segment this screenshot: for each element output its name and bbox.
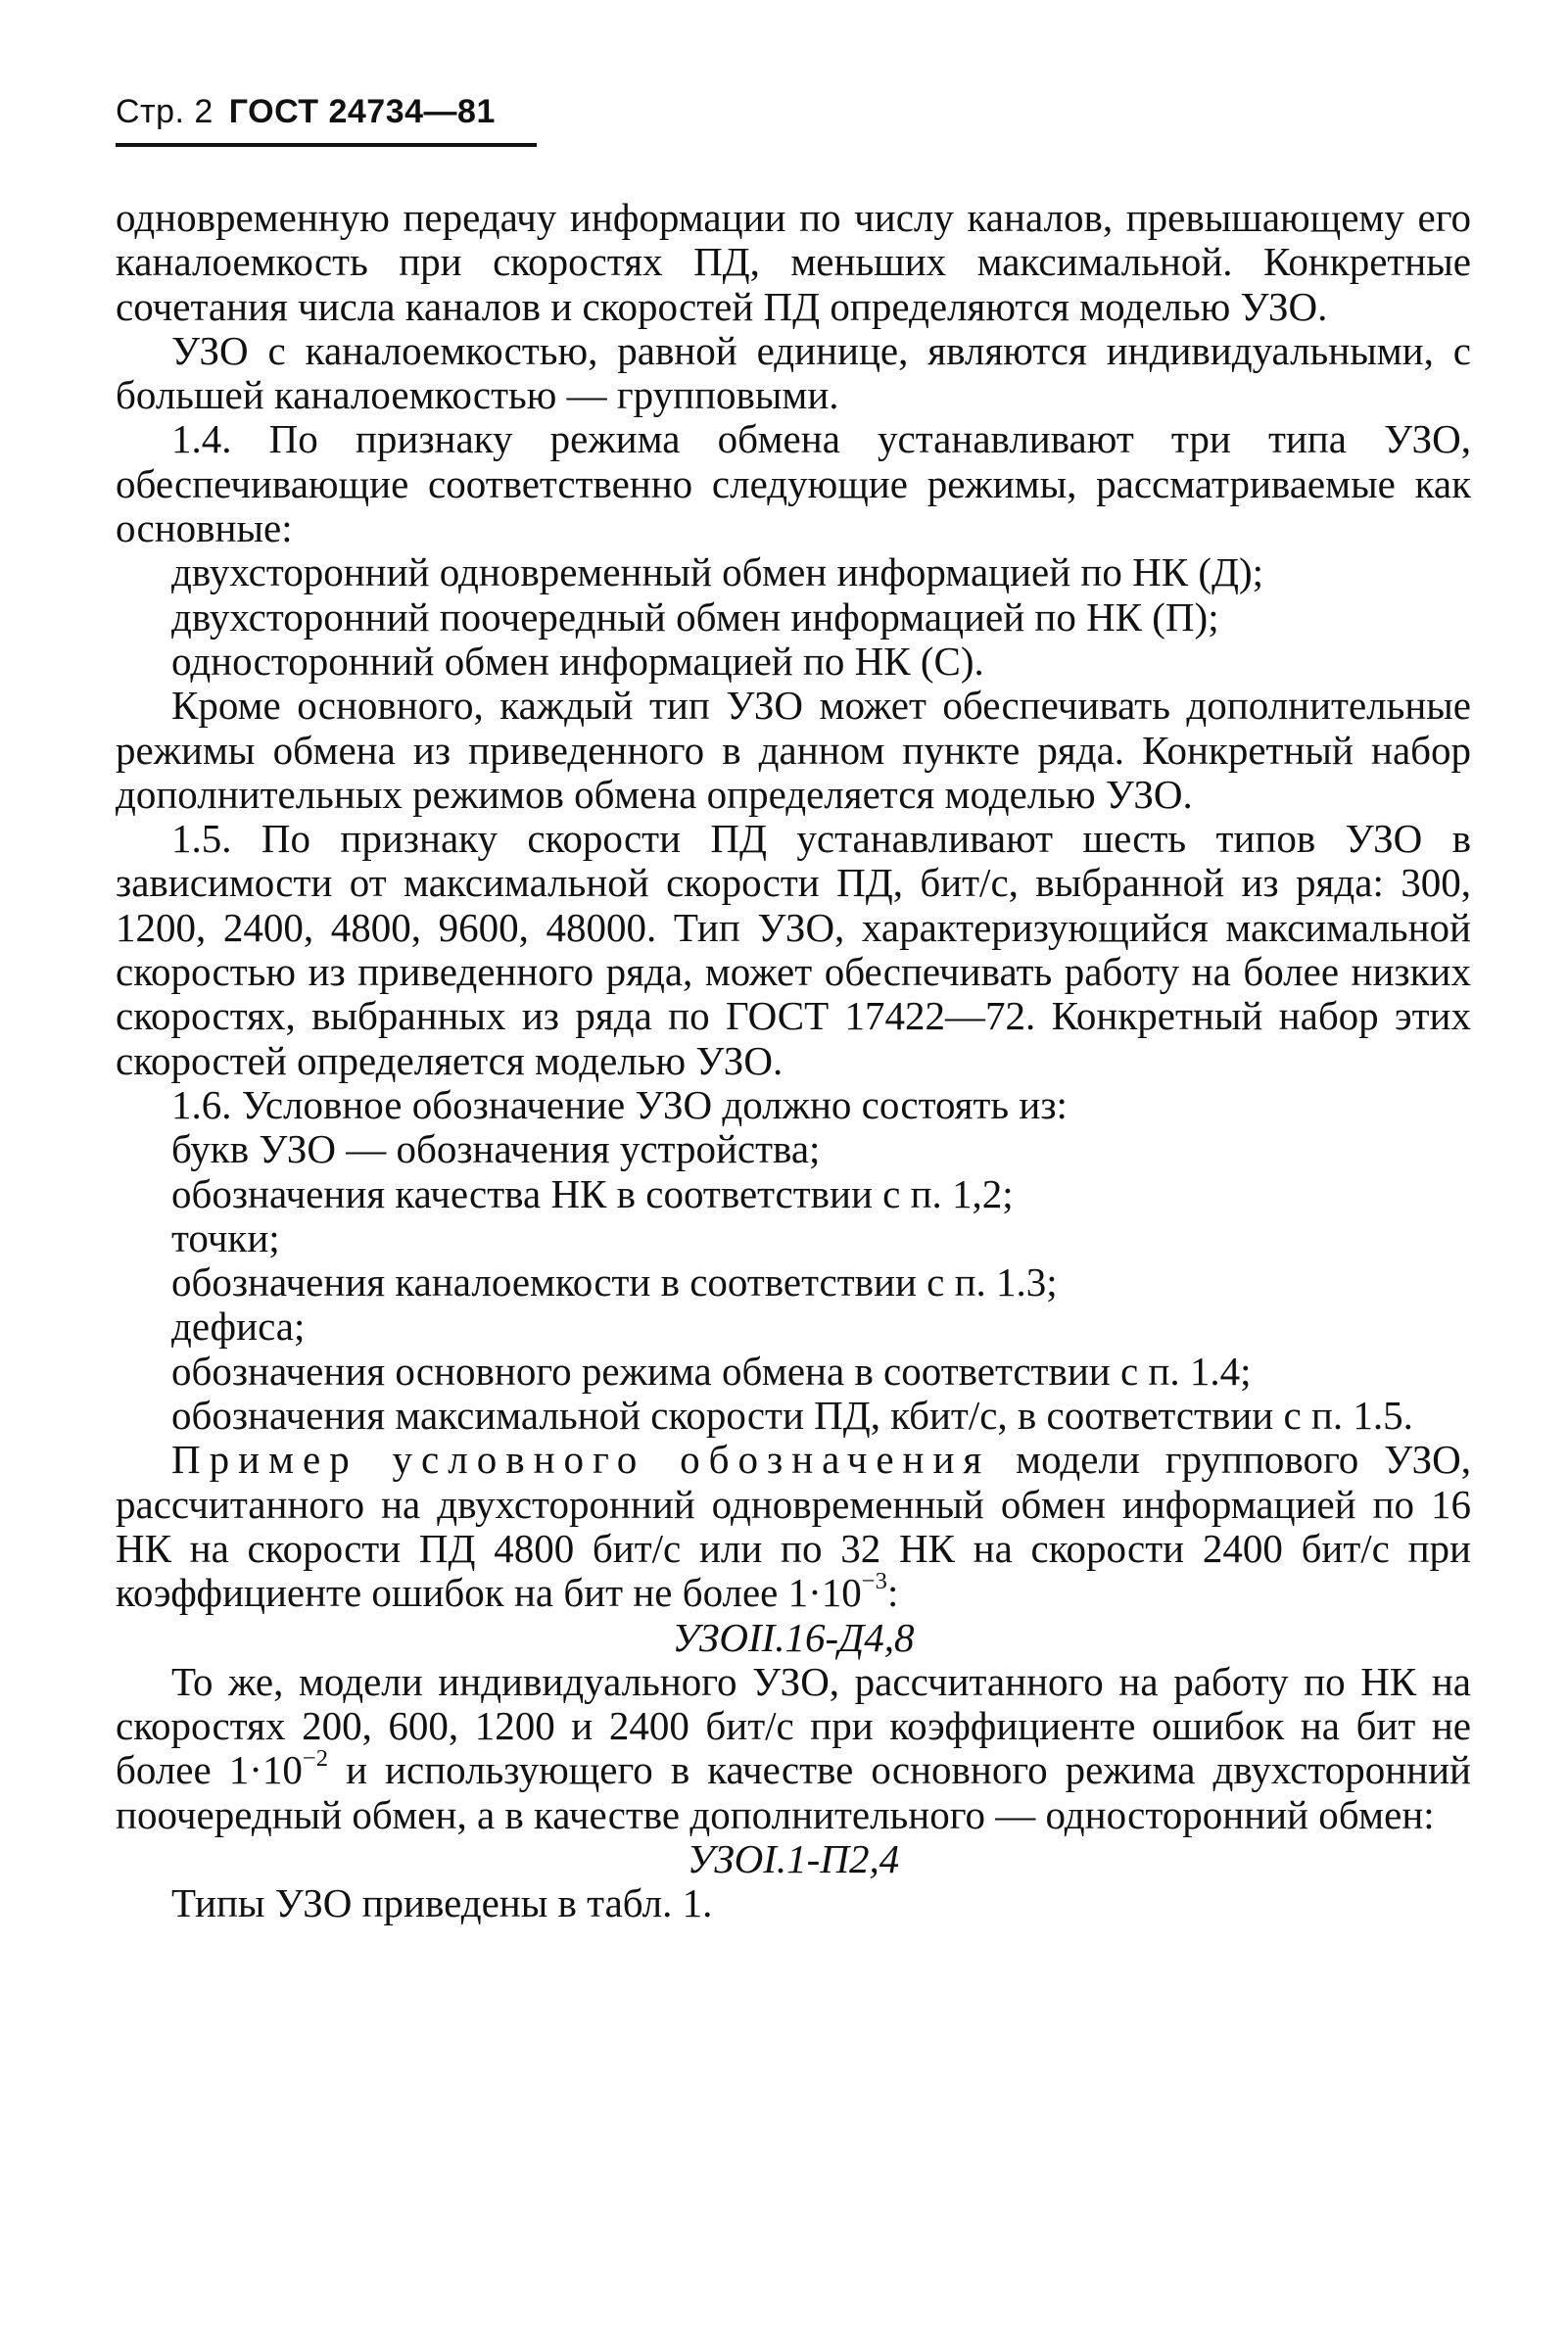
mode-item-d: двухсторонний одновременный обмен информацией по НК (Д); — [171, 549, 1263, 595]
clause-1-4: 1.4. По признаку режима обмена устанавливают три типа УЗО, обеспечивающие соответственно следующие режимы, рассматриваемые как основные: — [116, 416, 1471, 551]
mode-item-p: двухсторонний поочередный обмен информацией по НК (П); — [171, 593, 1219, 640]
designation-item-4: обозначения каналоемкости в соответствии с п. 1.3; — [171, 1259, 1058, 1305]
paragraph-additional-modes: Кроме основного, каждый тип УЗО может обеспечивать дополнительные режимы обмена из приведенного в данном пункте ряда. Конкретный набор дополнительных режимов обмена определяется моделью УЗО. — [116, 683, 1471, 817]
designation-item-5: дефиса; — [171, 1304, 306, 1350]
paragraph-channel-capacity: УЗО с каналоемкостью, равной единице, являются индивидуальными, с большей каналоемкостью — групповыми. — [116, 327, 1471, 418]
clause-1-5: 1.5. По признаку скорости ПД устанавливают шесть типов УЗО в зависимости от максимальной скорости ПД, бит/с, выбранной из ряда: 300, 1200, 2400, 4800, 9600, 48000. Тип УЗО, характеризующийся максимальной скоростью из приведенного ряда, может обеспечивать работу на более низких скоростях, выбранных из ряда по ГОСТ 17422—72. Конкретный набор этих скоростей определяется моделью УЗО. — [116, 816, 1471, 1083]
running-head — [116, 90, 537, 133]
header-rule — [116, 143, 537, 147]
designation-example-1: УЗОII.16-Д4,8 — [672, 1614, 915, 1660]
example-2-exponent: −2 — [302, 1745, 329, 1773]
example-1-exponent: −3 — [861, 1567, 887, 1594]
page-label: Стр. 2 — [116, 93, 214, 130]
example-1-end: : — [886, 1570, 899, 1616]
example-paragraph-1 — [116, 1438, 1471, 1615]
clause-1-6: 1.6. Условное обозначение УЗО должно состоять из: — [171, 1081, 1068, 1127]
standard-number: ГОСТ 24734—81 — [228, 93, 496, 130]
designation-example-2: УЗОI.1-П2,4 — [687, 1835, 900, 1881]
page-header — [116, 90, 537, 147]
table-reference: Типы УЗО приведены в табл. 1. — [171, 1880, 713, 1926]
example-paragraph-2 — [116, 1660, 1471, 1837]
example-2-end: и использующего в качестве основного режима двухсторонний поочередный обмен, а в качестве дополнительного — односторонний обмен: — [116, 1747, 1471, 1837]
designation-item-7: обозначения максимальной скорости ПД, кбит/с, в соответствии с п. 1.5. — [171, 1393, 1413, 1439]
designation-item-2: обозначения качества НК в соответствии с п. 1,2; — [171, 1170, 1014, 1216]
mode-item-c: односторонний обмен информацией по НК (С). — [171, 638, 984, 684]
designation-item-3: точки; — [171, 1214, 280, 1260]
example-2-text: То же, модели индивидуального УЗО, рассчитанного на работу по НК на скоростях 200, 600, 1200 и 2400 бит/с при коэффициенте ошибок на бит не более 1·10 — [116, 1658, 1471, 1793]
paragraph-continuation: одновременную передачу информации по числу каналов, превышающему его каналоемкость при скоростях ПД, меньших максимальной. Конкретные сочетания числа каналов и скоростей ПД определяются моделью УЗО. — [116, 195, 1471, 329]
designation-item-1: букв УЗО — обозначения устройства; — [171, 1126, 821, 1172]
body-text — [116, 196, 1471, 1926]
example-1-text: модели группового УЗО, рассчитанного на двухсторонний одновременный обмен информацией по 16 НК на скорости ПД 4800 бит/с или по 32 НК на скорости 2400 бит/с при коэффициенте ошибок на бит не более 1·10 — [116, 1437, 1471, 1616]
example-term: Пример условного обозначения — [171, 1437, 991, 1483]
designation-item-6: обозначения основного режима обмена в соответствии с п. 1.4; — [171, 1348, 1252, 1394]
